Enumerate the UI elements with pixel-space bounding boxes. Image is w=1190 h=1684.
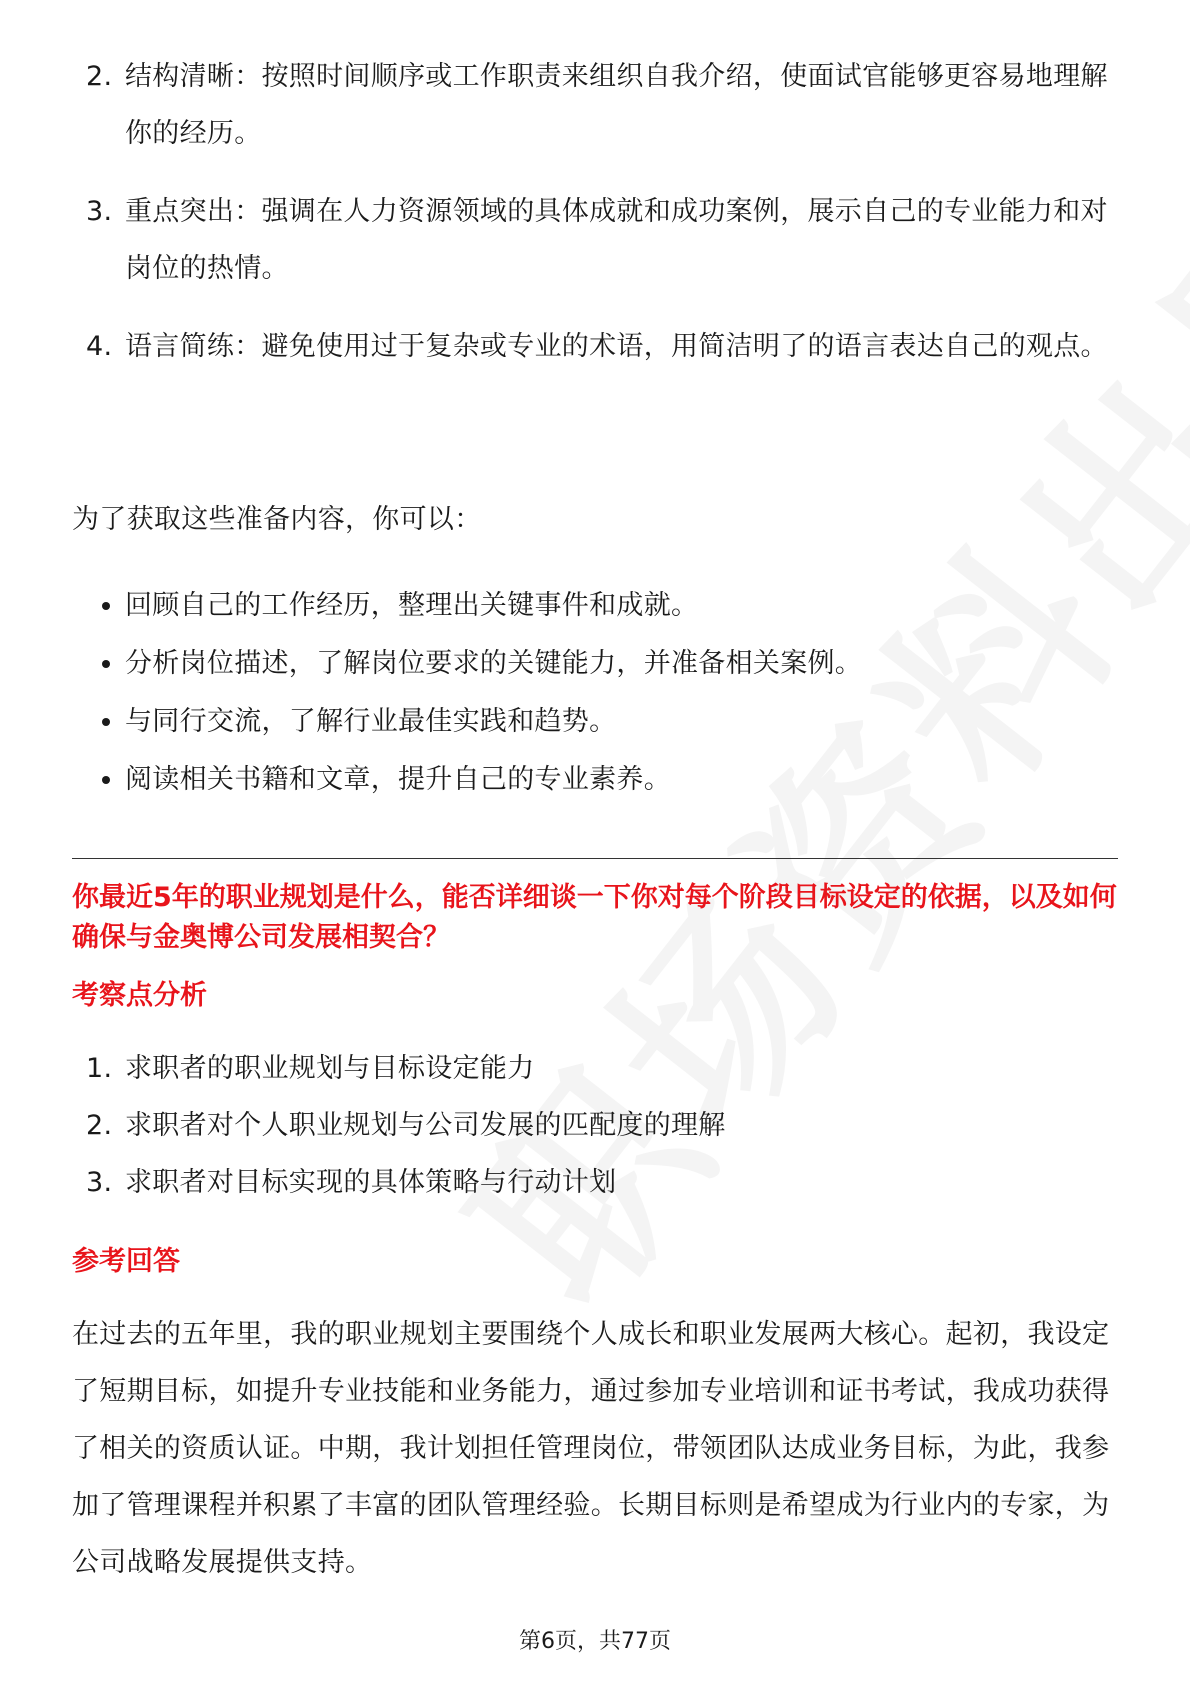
list-item-text: 分析岗位描述，了解岗位要求的关键能力，并准备相关案例。: [125, 648, 863, 679]
list-item: [72, 577, 1112, 635]
list-item: [72, 1154, 1112, 1211]
tips-numbered-list: [72, 48, 1112, 375]
list-number: 3.: [86, 1167, 113, 1198]
list-number: 2.: [86, 61, 113, 92]
list-item: [72, 635, 1112, 693]
bullet-dot-icon: [102, 660, 110, 668]
list-item-text: 重点突出：强调在人力资源领域的具体成就和成功案例，展示自己的专业能力和对岗位的热情。: [125, 196, 1108, 284]
bullet-dot-icon: [102, 776, 110, 784]
prep-bullet-list: [72, 577, 1112, 809]
list-item-text: 与同行交流，了解行业最佳实践和趋势。: [125, 706, 617, 737]
analysis-title: 考察点分析: [72, 980, 207, 1011]
list-item-text: 阅读相关书籍和文章，提升自己的专业素养。: [125, 764, 671, 795]
answer-text: 在过去的五年里，我的职业规划主要围绕个人成长和职业发展两大核心。起初，我设定了短期目标，如提升专业技能和业务能力，通过参加专业培训和证书考试，我成功获得了相关的资质认证。中期，我计划担任管理岗位，带领团队达成业务目标，为此，我参加了管理课程并积累了丰富的团队管理经验。长期目标则是希望成为行业内的专家，为公司战略发展提供支持。: [72, 1319, 1110, 1578]
list-item-text: 语言简练：避免使用过于复杂或专业的术语，用简洁明了的语言表达自己的观点。: [125, 331, 1108, 362]
analysis-numbered-list: [72, 1040, 1112, 1211]
list-item: [72, 48, 1112, 162]
bullet-dot-icon: [102, 602, 110, 610]
list-item: [72, 1040, 1112, 1097]
bullet-dot-icon: [102, 718, 110, 726]
list-item: [72, 751, 1112, 809]
answer-title: 参考回答: [72, 1246, 180, 1277]
list-number: 1.: [86, 1053, 113, 1084]
list-item: [72, 183, 1112, 297]
list-item-text: 求职者对个人职业规划与公司发展的匹配度的理解: [125, 1110, 726, 1141]
interview-question: 你最近5年的职业规划是什么，能否详细谈一下你对每个阶段目标设定的依据，以及如何确保与金奥博公司发展相契合？: [72, 882, 1117, 953]
list-number: 4.: [86, 331, 113, 362]
list-item-text: 求职者的职业规划与目标设定能力: [125, 1053, 535, 1084]
list-item: [72, 318, 1112, 375]
prep-intro: 为了获取这些准备内容，你可以：: [72, 504, 482, 535]
list-item: [72, 1097, 1112, 1154]
list-item-text: 结构清晰：按照时间顺序或工作职责来组织自我介绍，使面试官能够更容易地理解你的经历。: [125, 61, 1108, 149]
page-footer: 第6页，共77页: [519, 1629, 671, 1654]
section-divider: [72, 858, 1118, 859]
list-number: 3.: [86, 196, 113, 227]
list-item-text: 求职者对目标实现的具体策略与行动计划: [125, 1167, 617, 1198]
list-item: [72, 693, 1112, 751]
list-number: 2.: [86, 1110, 113, 1141]
list-item-text: 回顾自己的工作经历，整理出关键事件和成就。: [125, 590, 699, 621]
